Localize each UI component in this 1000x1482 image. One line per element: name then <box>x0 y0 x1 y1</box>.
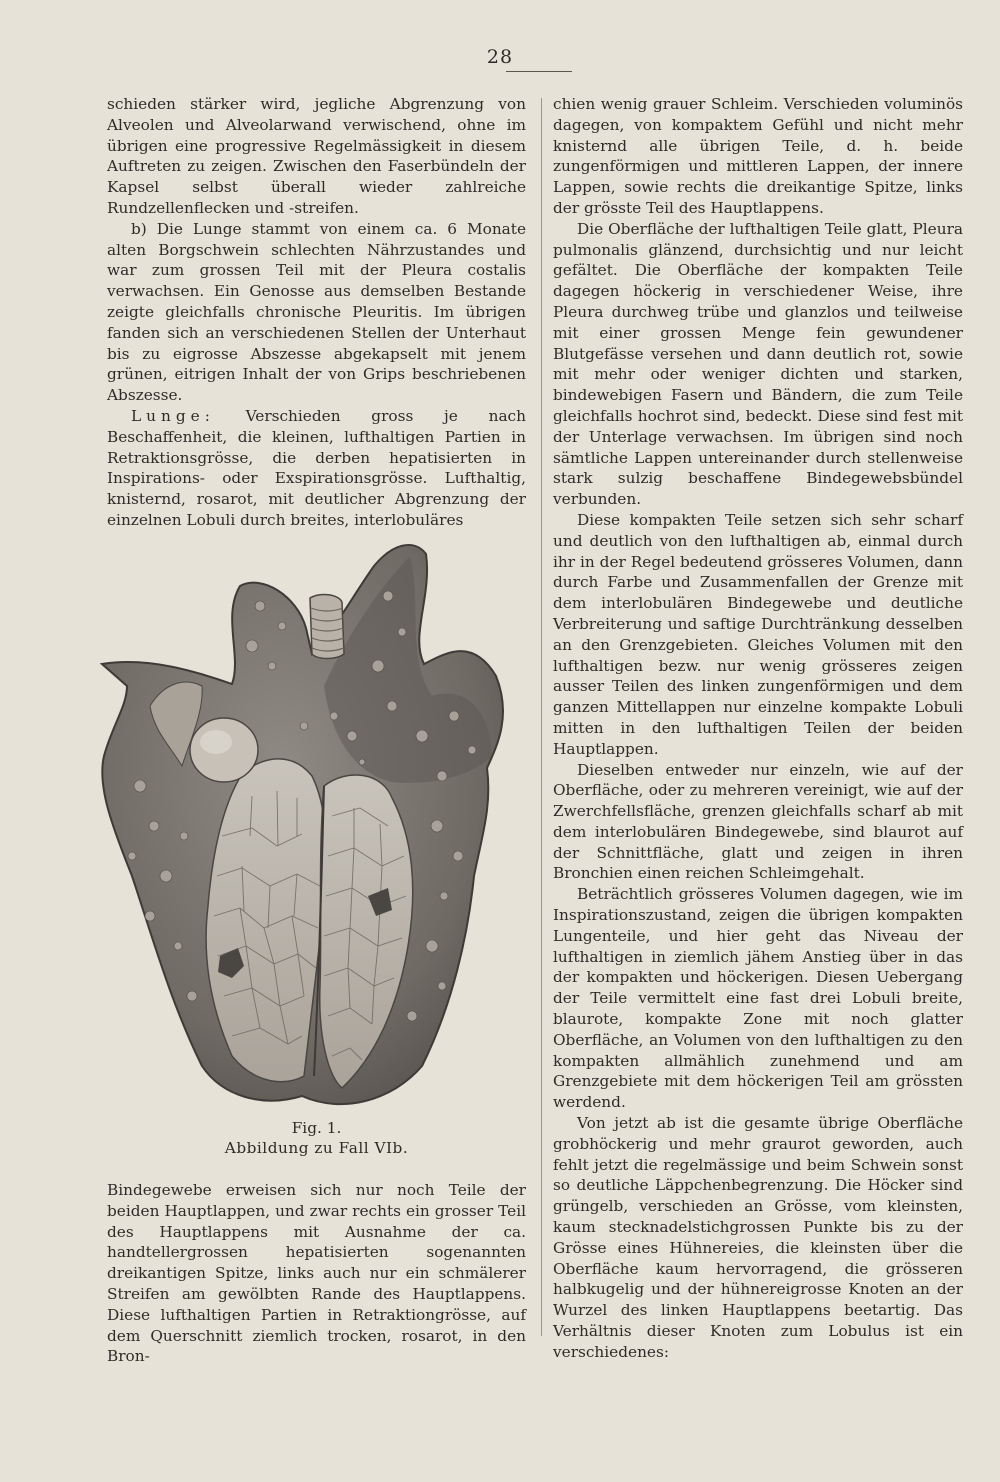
paragraph: Bindegewebe erweisen sich nur noch Teile der beiden Hauptlappen, und zwar rechts ein grosser Teil des Hauptlappens mit Ausnahme der ca. handtellergrossen hepatisierten sogenannten dreikantigen Spitze, links auch nur ein schmälerer Streifen am gewölbten Rande des Hauptlappens. Diese lufthaltigen Partien in Retraktiongrösse, auf dem Querschnitt ziemlich trocken, rosarot, in den Bron- <box>107 1181 526 1366</box>
paragraph: Diese kompakten Teile setzen sich sehr scharf und deutlich von den lufthaltigen ab, einmal durch ihr in der Regel bedeutend grösseres Volumen, dann durch Farbe und Zusammenfallen der Grenze mit dem interlobulären Bindegewebe und deutliche Verbreiterung und saftige Durchtränkung desselben an den Grenzgebieten. Gleiches Volumen mit den lufthaltigen bezw. nur wenig grösseres zeigen ausser Teilen des linken zungenförmigen und dem ganzen Mittellappen nur einzelne kompakte Lobuli mitten in den lufthaltigen Teilen der beiden Hauptlappen. <box>553 510 963 758</box>
paragraph-lunge <box>107 406 526 531</box>
paragraph: Beträchtlich grösseres Volumen dagegen, wie im Inspirationszustand, zeigen die übrigen kompakten Lungenteile, und hier geht das Niveau der lufthaltigen in ziemlich jähem Anstieg über in das der kompakten und höckerigen. Diesen Uebergang der Teile vermittelt eine fast drei Lobuli breite, blaurote, kompakte Zone mit noch glatter Oberfläche, an Volumen von den lufthaltigen zu den kompakten allmählich zunehmend und am Grenzgebiete mit dem höckerigen Teil am grössten werdend. <box>553 885 963 1112</box>
paragraph: chien wenig grauer Schleim. Verschieden voluminös dagegen, von kompaktem Gefühl und nicht mehr knisternd alle übrigen Teile, d. h. beide zungenförmigen und mittleren Lappen, der innere Lappen, sowie rechts die dreikantige Spitze, links der grösste Teil des Hauptlappens. <box>553 95 963 217</box>
column-divider <box>541 98 542 1336</box>
page-number-rule <box>506 71 572 72</box>
figure-label: Fig. 1. <box>291 1119 342 1137</box>
figure-lung-illustration <box>92 536 532 1116</box>
right-column <box>553 94 963 1363</box>
lung-illustration <box>92 536 532 1116</box>
paragraph: schieden stärker wird, jegliche Abgrenzung von Alveolen und Alveolarwand verwischend, ohne im übrigen eine progressive Regelmässigkeit in diesem Auftreten zu zeigen. Zwischen den Faserbündeln der Kapsel selbst überall wieder zahlreiche Rundzellenflecken und -streifen. <box>107 95 526 217</box>
paragraph: Dieselben entweder nur einzeln, wie auf der Oberfläche, oder zu mehreren vereinigt, wie auf der Zwerchfellsfläche, grenzen gleichfalls scharf ab mit dem interlobulären Bindegewebe, sind blaurot auf der Schnittfläche, glatt und zeigen in ihren Bronchien einen reichen Schleimgehalt. <box>553 760 963 883</box>
lunge-label: Lunge: <box>131 406 215 425</box>
paragraph: Die Oberfläche der lufthaltigen Teile glatt, Pleura pulmonalis glänzend, durchsichtig und nur leicht gefältet. Die Oberfläche der kompakten Teile dagegen höckerig in verschiedener Weise, ihre Pleura durchweg trübe und glanzlos und teilweise mit einer grossen Menge fein gewundener Blutgefässe versehen und dann deutlich rot, sowie mit mehr oder weniger dichten und starken, bindewebigen Fasern und Bändern, die zum Teile gleichfalls hochrot sind, bedeckt. Diese sind fest mit der Unterlage verwachsen. Im übrigen sind noch sämtliche Lappen untereinander durch stellenweise stark sulzig beschaffene Bindegewebsbündel verbunden. <box>553 219 963 509</box>
figure-title: Abbildung zu Fall VIb. <box>224 1139 409 1157</box>
lunge-text: Verschieden gross je nach Beschaffenheit, die kleinen, lufthaltigen Partien in Retraktionsgrösse, die derben hepatisierten in Inspirations- oder Exspirationsgrösse. Lufthaltig, knisternd, rosarot, mit deutlicher Abgrenzung der einzelnen Lobuli durch breites, interlobuläres <box>107 406 526 529</box>
left-column-top <box>107 94 526 531</box>
paragraph: Von jetzt ab ist die gesamte übrige Oberfläche grobhöckerig und mehr graurot geworden, auch fehlt jetzt die regelmässige und beim Schwein sonst so deutliche Läppchenbegrenzung. Die Höcker sind grüngelb, verschieden an Grösse, vom kleinsten, kaum stecknadelstichgrossen Punkte bis zu der Grösse eines Hühnereies, die kleinsten über die Oberfläche kaum hervorragend, die grösseren halbkugelig und der hühnereigrosse Knoten an der Wurzel des linken Hauptlappens beetartig. Das Verhältnis dieser Knoten zum Lobulus ist ein verschiedenes: <box>553 1114 963 1361</box>
left-column-bottom <box>107 1180 526 1367</box>
paragraph: b) Die Lunge stammt von einem ca. 6 Monate alten Borgschwein schlechten Nährzustandes und war zum grossen Teil mit der Pleura costalis verwachsen. Ein Genosse aus demselben Bestande zeigte gleichfalls chronische Pleuritis. Im übrigen fanden sich an verschiedenen Stellen der Unterhaut bis zu eigrosse Abszesse abgekapselt mit jenem grünen, eitrigen Inhalt der von Grips beschriebenen Abszesse. <box>107 219 526 405</box>
page-number: 28 <box>486 46 514 68</box>
